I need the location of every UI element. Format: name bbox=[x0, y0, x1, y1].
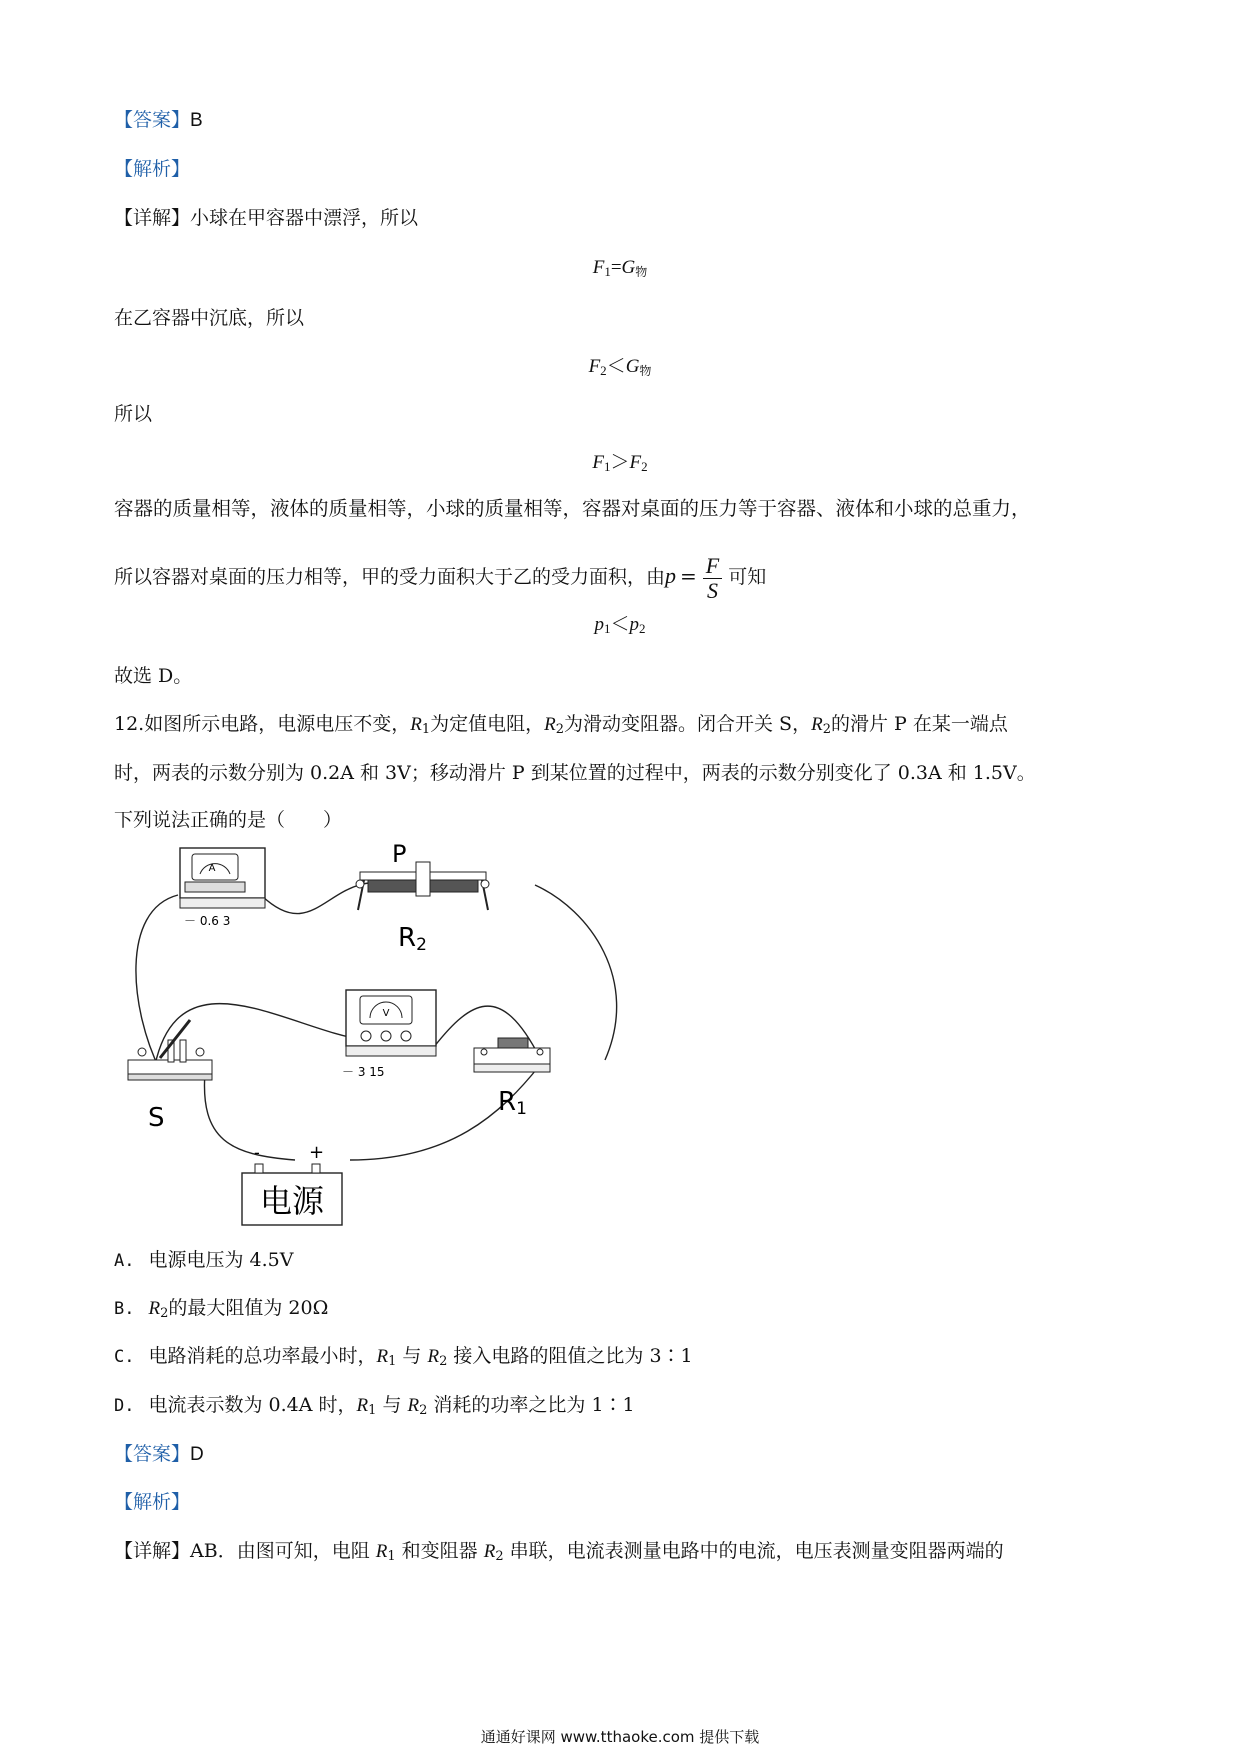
switch-label: S bbox=[148, 1103, 165, 1133]
var-sub: 2 bbox=[419, 1403, 428, 1418]
q11-text-4: 容器的质量相等，液体的质量相等，小球的质量相等，容器对桌面的压力等于容器、液体和小球的总重力， bbox=[114, 497, 1031, 520]
eq-term: G bbox=[621, 257, 636, 278]
voltmeter-terminals: － 3 15 bbox=[342, 1065, 385, 1079]
option-b bbox=[114, 1296, 328, 1326]
option-text: 的最大阻值为 20Ω bbox=[168, 1297, 329, 1319]
var-r: R bbox=[356, 1395, 369, 1416]
q12-stem-line-2: 时，两表的示数分别为 0.2A 和 3V；移动滑片 P 到某位置的过程中，两表的示数分别变化了 0.3A 和 1.5V。 bbox=[114, 762, 1036, 784]
fraction-denominator: S bbox=[707, 577, 718, 603]
var-r: R bbox=[410, 714, 422, 735]
q11-detail-line bbox=[114, 206, 418, 230]
eq-sub: 2 bbox=[641, 459, 648, 474]
equation-1 bbox=[0, 256, 1240, 284]
detail-text: 和变阻器 bbox=[395, 1540, 484, 1562]
var-r: R bbox=[483, 1541, 496, 1562]
analysis-tag: 【解析】 bbox=[114, 1491, 191, 1513]
q11-text-3: 所以 bbox=[114, 403, 153, 425]
text-span: 的滑片 P 在某一端点 bbox=[830, 713, 1008, 735]
voltmeter-symbol: V bbox=[382, 1008, 390, 1019]
ammeter-terminals: － 0.6 3 bbox=[184, 914, 231, 928]
option-text: 与 bbox=[376, 1394, 408, 1416]
var-r: R bbox=[375, 1541, 388, 1562]
text-span: 12.如图所示电路，电源电压不变， bbox=[114, 713, 411, 735]
detail-tag: 【详解】 bbox=[114, 1540, 191, 1562]
answer-value: D bbox=[190, 1444, 204, 1465]
battery bbox=[242, 1142, 342, 1225]
q12-analysis-tag bbox=[114, 1490, 190, 1514]
var-sub: 1 bbox=[388, 1354, 397, 1369]
option-d bbox=[114, 1393, 635, 1423]
formula-fraction bbox=[703, 554, 722, 603]
q11-analysis-tag bbox=[114, 157, 190, 181]
q11-conclusion: 故选 D。 bbox=[114, 665, 193, 687]
q12-stem-line-1 bbox=[114, 712, 1008, 742]
option-letter: C. bbox=[114, 1347, 135, 1367]
option-text: 电源电压为 4.5V bbox=[148, 1249, 294, 1271]
var-r: R bbox=[148, 1298, 161, 1319]
text-span: 为滑动变阻器。闭合开关 S， bbox=[564, 713, 812, 735]
eq-op: ＜ bbox=[610, 614, 630, 635]
ammeter-symbol: A bbox=[208, 863, 216, 874]
label-main: R bbox=[498, 1087, 517, 1117]
option-text: 与 bbox=[396, 1345, 428, 1367]
equation-2 bbox=[0, 355, 1240, 383]
var-r: R bbox=[544, 714, 556, 735]
detail-tag: 【详解】 bbox=[114, 207, 191, 229]
eq-term: F bbox=[588, 356, 601, 377]
text-span: 可知 bbox=[728, 566, 767, 588]
var-sub: 2 bbox=[822, 722, 831, 737]
page-footer: 通通好课网 www.tthaoke.com 提供下载 bbox=[480, 1728, 760, 1746]
battery-plus: + bbox=[309, 1142, 325, 1163]
wire bbox=[535, 885, 617, 1060]
var-r: R bbox=[427, 1346, 440, 1367]
option-text: 消耗的功率之比为 1∶1 bbox=[427, 1394, 635, 1416]
detail-text: 小球在甲容器中漂浮，所以 bbox=[190, 207, 419, 229]
var-sub: 2 bbox=[160, 1306, 169, 1321]
option-c bbox=[114, 1344, 693, 1374]
q11-text-2: 在乙容器中沉底，所以 bbox=[114, 307, 305, 329]
resistor-r1 bbox=[474, 1038, 550, 1119]
var-sub: 1 bbox=[368, 1403, 377, 1418]
eq-sub: 1 bbox=[603, 459, 611, 474]
option-letter: A. bbox=[114, 1251, 135, 1271]
q12-detail-line bbox=[114, 1539, 1004, 1569]
equation-4 bbox=[0, 613, 1240, 641]
equation-3 bbox=[0, 451, 1240, 479]
battery-minus: - bbox=[254, 1143, 260, 1162]
var-sub: 2 bbox=[555, 722, 565, 737]
text-span: 为定值电阻， bbox=[430, 713, 545, 735]
r1-label bbox=[498, 1087, 527, 1119]
var-sub: 2 bbox=[495, 1549, 504, 1564]
rheostat-r2 bbox=[356, 840, 489, 955]
circuit-figure bbox=[120, 840, 640, 1240]
option-text: 电流表示数为 0.4A 时， bbox=[148, 1394, 357, 1416]
eq-op: ＜ bbox=[606, 356, 626, 377]
eq-op: = bbox=[610, 257, 622, 278]
eq-term: F bbox=[592, 257, 605, 278]
option-letter: B. bbox=[114, 1299, 135, 1319]
formula-eq: = bbox=[680, 564, 697, 588]
eq-term: F bbox=[629, 452, 642, 473]
answer-value: B bbox=[190, 110, 203, 131]
eq-term: G bbox=[625, 356, 640, 377]
eq-sub: 1 bbox=[604, 264, 611, 279]
battery-label: 电源 bbox=[259, 1182, 325, 1220]
eq-op: ＞ bbox=[610, 452, 630, 473]
text-span: 所以容器对桌面的压力相等，甲的受力面积大于乙的受力面积，由 bbox=[114, 566, 666, 588]
q12-answer-line bbox=[114, 1442, 204, 1467]
answer-tag: 【答案】 bbox=[114, 1443, 191, 1465]
eq-sub: 2 bbox=[639, 621, 646, 636]
label-main: R bbox=[398, 923, 417, 953]
eq-sub: 物 bbox=[639, 364, 652, 378]
formula-p: p bbox=[665, 563, 677, 588]
var-sub: 1 bbox=[421, 722, 431, 737]
label-sub: 1 bbox=[516, 1099, 527, 1119]
option-letter: D. bbox=[114, 1396, 135, 1416]
analysis-tag: 【解析】 bbox=[114, 158, 191, 180]
var-r: R bbox=[407, 1395, 420, 1416]
wire bbox=[204, 1072, 295, 1160]
var-r: R bbox=[376, 1346, 389, 1367]
label-sub: 2 bbox=[416, 935, 427, 955]
switch-s bbox=[128, 1020, 212, 1133]
option-text: 电路消耗的总功率最小时， bbox=[148, 1345, 377, 1367]
eq-sub: 物 bbox=[635, 265, 648, 279]
voltmeter bbox=[342, 990, 436, 1079]
r2-label bbox=[398, 923, 427, 955]
eq-term: p bbox=[629, 614, 639, 635]
eq-term: p bbox=[594, 614, 604, 635]
detail-text: 串联，电流表测量电路中的电流，电压表测量变阻器两端的 bbox=[503, 1540, 1004, 1562]
var-r: R bbox=[811, 714, 823, 735]
var-sub: 1 bbox=[387, 1549, 396, 1564]
var-sub: 2 bbox=[439, 1354, 448, 1369]
slider-label: P bbox=[392, 840, 407, 868]
ammeter bbox=[180, 848, 265, 928]
option-text: 接入电路的阻值之比为 3∶1 bbox=[447, 1345, 693, 1367]
q11-answer-line bbox=[114, 108, 203, 133]
eq-sub: 2 bbox=[600, 363, 607, 378]
eq-sub: 1 bbox=[603, 621, 611, 636]
q12-stem-line-3: 下列说法正确的是（ ） bbox=[114, 809, 343, 831]
q11-text-5 bbox=[114, 548, 766, 604]
answer-tag: 【答案】 bbox=[114, 109, 191, 131]
fraction-numerator: F bbox=[703, 554, 722, 579]
eq-term: F bbox=[592, 452, 604, 473]
detail-text: AB．由图可知，电阻 bbox=[190, 1540, 376, 1562]
option-a bbox=[114, 1248, 293, 1273]
